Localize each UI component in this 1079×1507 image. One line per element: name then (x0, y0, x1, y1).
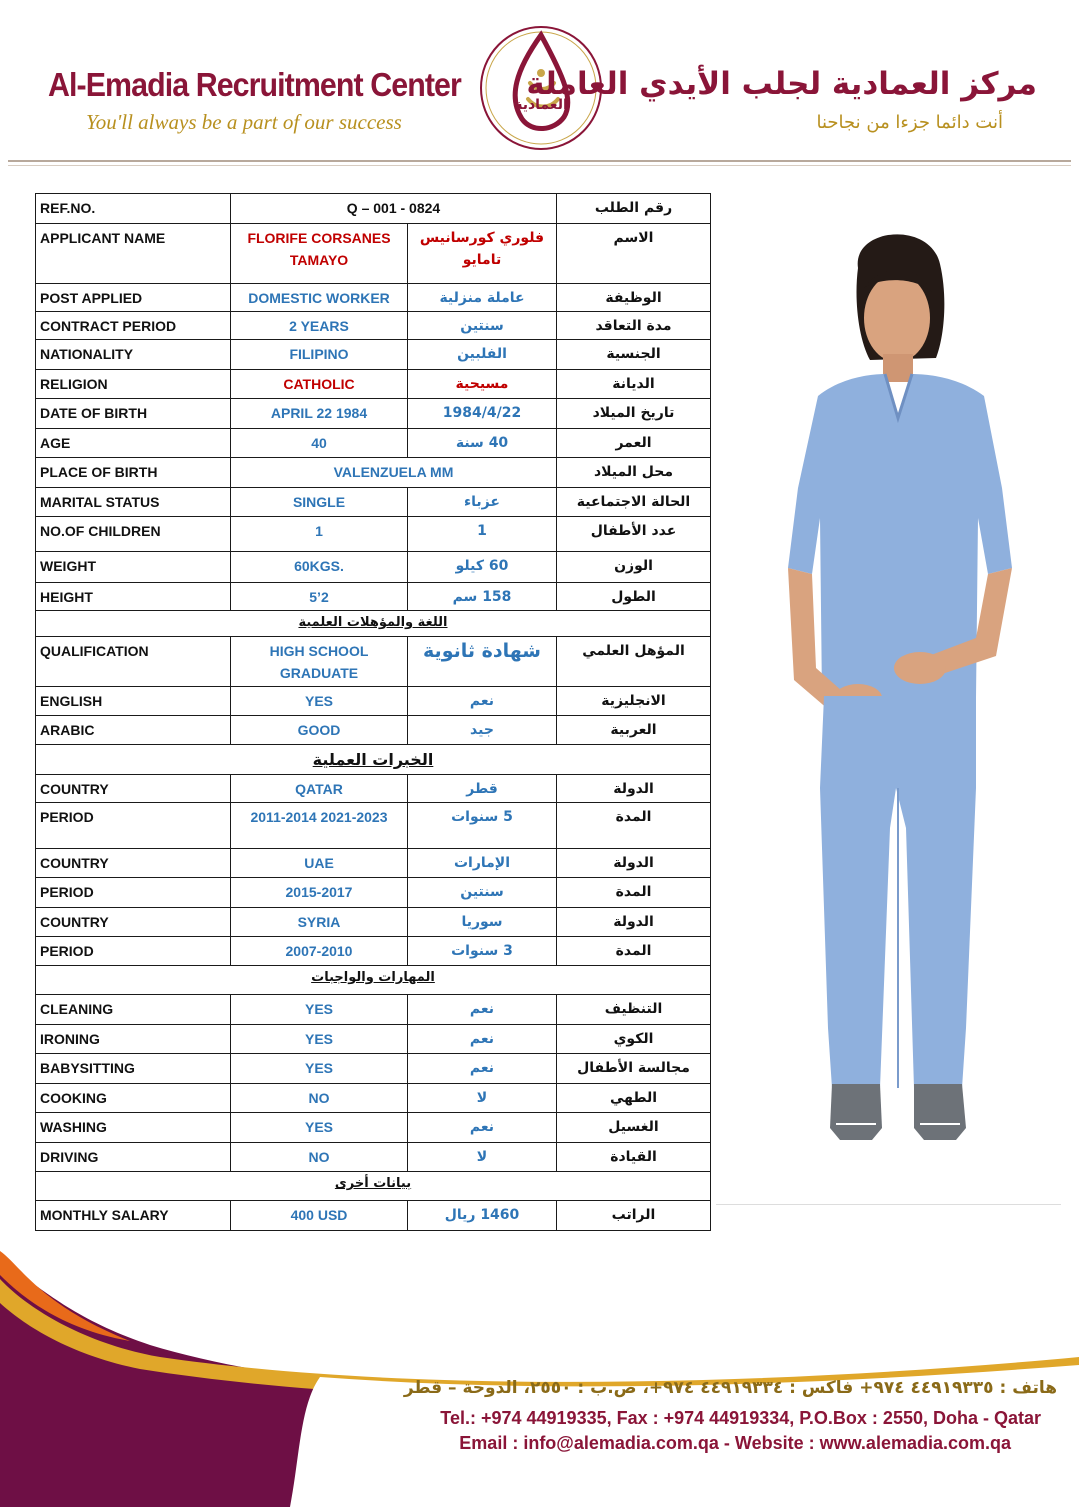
english-value-en: YES (231, 687, 408, 716)
skill-value-en: YES (231, 995, 408, 1025)
post-value-ar: عاملة منزلية (408, 284, 557, 312)
weight-label-ar: الوزن (557, 552, 711, 583)
age-value-ar: 40 سنة (408, 429, 557, 458)
skill-label-ar: الغسيل (557, 1113, 711, 1143)
nationality-value-en: FILIPINO (231, 340, 408, 370)
skill-label-ar: الكوي (557, 1025, 711, 1054)
footer-email-website: Email : info@alemadia.com.qa - Website : www.alemadia.com.qa (459, 1433, 1011, 1453)
post-value-en: DOMESTIC WORKER (231, 284, 408, 312)
children-label: NO.OF CHILDREN (36, 517, 231, 552)
photo-baseline (716, 1204, 1061, 1205)
table-row-children (36, 517, 711, 552)
dob-value-ar: 1984/4/22 (408, 399, 557, 429)
salary-label-ar: الراتب (557, 1201, 711, 1231)
exp-country-label-ar: الدولة (557, 775, 711, 803)
marital-value-en: SINGLE (231, 488, 408, 517)
english-label-ar: الانجليزية (557, 687, 711, 716)
children-value-en: 1 (231, 517, 408, 552)
religion-value-en: CATHOLIC (231, 370, 408, 399)
exp-period-label: PERIOD (36, 878, 231, 908)
children-value-ar: 1 (408, 517, 557, 552)
section-row-skills (36, 966, 711, 995)
height-value-en: 5’2 (231, 583, 408, 611)
marital-label-ar: الحالة الاجتماعية (557, 488, 711, 517)
company-name-en: Al-Emadia Recruitment Center (48, 66, 461, 103)
skill-value-en: YES (231, 1054, 408, 1084)
name-label: APPLICANT NAME (36, 224, 231, 284)
exp-period-value-ar: 3 سنوات (408, 937, 557, 966)
age-label: AGE (36, 429, 231, 458)
skill-label: COOKING (36, 1084, 231, 1113)
exp-country-value-ar: الإمارات (408, 849, 557, 878)
exp-country-label-ar: الدولة (557, 849, 711, 878)
exp-country-value-en: QATAR (231, 775, 408, 803)
table-row-nationality (36, 340, 711, 370)
contract-label: CONTRACT PERIOD (36, 312, 231, 340)
table-row-height (36, 583, 711, 611)
exp-country-value-ar: سوريا (408, 908, 557, 937)
qualification-label: QUALIFICATION (36, 637, 231, 687)
weight-value-ar: 60 كيلو (408, 552, 557, 583)
letterhead (0, 0, 1079, 160)
table-row-exp-country (36, 849, 711, 878)
table-row-exp-country (36, 775, 711, 803)
ref-label: REF.NO. (36, 194, 231, 224)
age-label-ar: العمر (557, 429, 711, 458)
skill-label-ar: التنظيف (557, 995, 711, 1025)
ref-value: Q – 001 - 0824 (231, 194, 557, 224)
dob-label: DATE OF BIRTH (36, 399, 231, 429)
religion-value-ar: مسيحية (408, 370, 557, 399)
table-row-skill (36, 1054, 711, 1084)
section-title-experience: الخبرات العملية (36, 745, 711, 775)
arabic-value-ar: جيد (408, 716, 557, 745)
english-label: ENGLISH (36, 687, 231, 716)
pob-label-ar: محل الميلاد (557, 458, 711, 488)
table-row-contract (36, 312, 711, 340)
weight-label: WEIGHT (36, 552, 231, 583)
salary-value-ar: 1460 ريال (408, 1201, 557, 1231)
skill-label: WASHING (36, 1113, 231, 1143)
skill-label-ar: الطهي (557, 1084, 711, 1113)
table-row-exp-period (36, 937, 711, 966)
height-label-ar: الطول (557, 583, 711, 611)
table-row-skill (36, 1143, 711, 1172)
name-label-ar: الاسم (557, 224, 711, 284)
arabic-label-ar: العربية (557, 716, 711, 745)
post-label: POST APPLIED (36, 284, 231, 312)
company-name-ar: مركز العمادية لجلب الأيدي العاملة (526, 66, 1037, 102)
footer-contact-ar: هاتف : ٤٤٩١٩٣٣٥ ٩٧٤+ فاكس : ٤٤٩١٩٣٣٤ ٩٧٤+، ص.ب : ٢٥٥٠، الدوحة – قطر (403, 1378, 1057, 1398)
name-value-en: FLORIFE CORSANES TAMAYO (231, 224, 408, 284)
exp-period-value-en: 2011-2014 2021-2023 (231, 803, 408, 849)
skill-value-en: NO (231, 1143, 408, 1172)
exp-country-label: COUNTRY (36, 775, 231, 803)
applicant-form-table (35, 193, 711, 1231)
section-row-education (36, 611, 711, 637)
section-title-education: اللغة والمؤهلات العلمية (36, 611, 711, 637)
salary-value-en: 400 USD (231, 1201, 408, 1231)
exp-country-value-en: UAE (231, 849, 408, 878)
footer-contact-en: Tel.: +974 44919335, Fax : +974 44919334, P.O.Box : 2550, Doha - Qatar (440, 1408, 1041, 1428)
exp-period-label: PERIOD (36, 937, 231, 966)
table-row-age (36, 429, 711, 458)
age-value-en: 40 (231, 429, 408, 458)
section-row-other (36, 1172, 711, 1201)
dob-value-en: APRIL 22 1984 (231, 399, 408, 429)
nationality-label-ar: الجنسية (557, 340, 711, 370)
exp-country-value-ar: قطر (408, 775, 557, 803)
exp-country-label: COUNTRY (36, 908, 231, 937)
height-value-ar: 158 سم (408, 583, 557, 611)
nationality-label: NATIONALITY (36, 340, 231, 370)
table-row-weight (36, 552, 711, 583)
exp-country-label-ar: الدولة (557, 908, 711, 937)
table-row-skill (36, 1084, 711, 1113)
company-tagline-ar: أنت دائما جزءا من نجاحنا (816, 112, 1003, 133)
table-row-exp-country (36, 908, 711, 937)
section-title-skills: المهارات والواجبات (36, 966, 711, 995)
ref-label-ar: رقم الطلب (557, 194, 711, 224)
qualification-value-ar: شهادة ثانوية (408, 637, 557, 687)
skill-label-ar: القيادة (557, 1143, 711, 1172)
logo-lettering: العمادية (514, 97, 568, 113)
contract-value-ar: سنتين (408, 312, 557, 340)
table-row-skill (36, 1113, 711, 1143)
table-row-dob (36, 399, 711, 429)
religion-label-ar: الديانة (557, 370, 711, 399)
table-row-marital (36, 488, 711, 517)
table-row-exp-period (36, 803, 711, 849)
table-row-religion (36, 370, 711, 399)
exp-period-value-ar: سنتين (408, 878, 557, 908)
religion-label: RELIGION (36, 370, 231, 399)
children-label-ar: عدد الأطفال (557, 517, 711, 552)
header-divider-thin (8, 165, 1071, 166)
exp-country-value-en: SYRIA (231, 908, 408, 937)
skill-value-ar: نعم (408, 1025, 557, 1054)
contract-value-en: 2 YEARS (231, 312, 408, 340)
exp-period-label-ar: المدة (557, 878, 711, 908)
marital-label: MARITAL STATUS (36, 488, 231, 517)
english-value-ar: نعم (408, 687, 557, 716)
contract-label-ar: مدة التعاقد (557, 312, 711, 340)
dob-label-ar: تاريخ الميلاد (557, 399, 711, 429)
table-row-english (36, 687, 711, 716)
skill-label: CLEANING (36, 995, 231, 1025)
exp-period-label-ar: المدة (557, 937, 711, 966)
skill-value-en: YES (231, 1025, 408, 1054)
nationality-value-ar: الفلبين (408, 340, 557, 370)
qualification-value-en: HIGH SCHOOL GRADUATE (231, 637, 408, 687)
skill-value-en: NO (231, 1084, 408, 1113)
table-row-exp-period (36, 878, 711, 908)
section-title-other: بيانات أخرى (36, 1172, 711, 1201)
section-row-experience (36, 745, 711, 775)
skill-value-en: YES (231, 1113, 408, 1143)
table-row-pob (36, 458, 711, 488)
pob-label: PLACE OF BIRTH (36, 458, 231, 488)
company-tagline-en: You'll always be a part of our success (86, 110, 402, 134)
skill-label: BABYSITTING (36, 1054, 231, 1084)
table-row-skill (36, 1025, 711, 1054)
skill-label-ar: مجالسة الأطفال (557, 1054, 711, 1084)
exp-period-value-en: 2007-2010 (231, 937, 408, 966)
marital-value-ar: عزباء (408, 488, 557, 517)
post-label-ar: الوظيفة (557, 284, 711, 312)
skill-value-ar: نعم (408, 1054, 557, 1084)
pob-value: VALENZUELA MM (231, 458, 557, 488)
height-label: HEIGHT (36, 583, 231, 611)
weight-value-en: 60KGS. (231, 552, 408, 583)
table-row-post (36, 284, 711, 312)
arabic-label: ARABIC (36, 716, 231, 745)
applicant-photo (740, 228, 1060, 1206)
table-row-name (36, 224, 711, 284)
exp-period-label-ar: المدة (557, 803, 711, 849)
table-row-ref (36, 194, 711, 224)
table-row-arabic (36, 716, 711, 745)
header-divider (8, 160, 1071, 162)
skill-value-ar: لا (408, 1143, 557, 1172)
skill-value-ar: نعم (408, 995, 557, 1025)
salary-label: MONTHLY SALARY (36, 1201, 231, 1231)
skill-value-ar: لا (408, 1084, 557, 1113)
name-value-ar: فلوري كورسانيس تامايو (408, 224, 557, 284)
table-row-qualification (36, 637, 711, 687)
exp-period-value-ar: 5 سنوات (408, 803, 557, 849)
exp-country-label: COUNTRY (36, 849, 231, 878)
skill-label: IRONING (36, 1025, 231, 1054)
arabic-value-en: GOOD (231, 716, 408, 745)
footer-decoration (0, 1245, 1079, 1507)
exp-period-label: PERIOD (36, 803, 231, 849)
exp-period-value-en: 2015-2017 (231, 878, 408, 908)
skill-value-ar: نعم (408, 1113, 557, 1143)
qualification-label-ar: المؤهل العلمي (557, 637, 711, 687)
table-row-salary (36, 1201, 711, 1231)
skill-label: DRIVING (36, 1143, 231, 1172)
table-row-skill (36, 995, 711, 1025)
